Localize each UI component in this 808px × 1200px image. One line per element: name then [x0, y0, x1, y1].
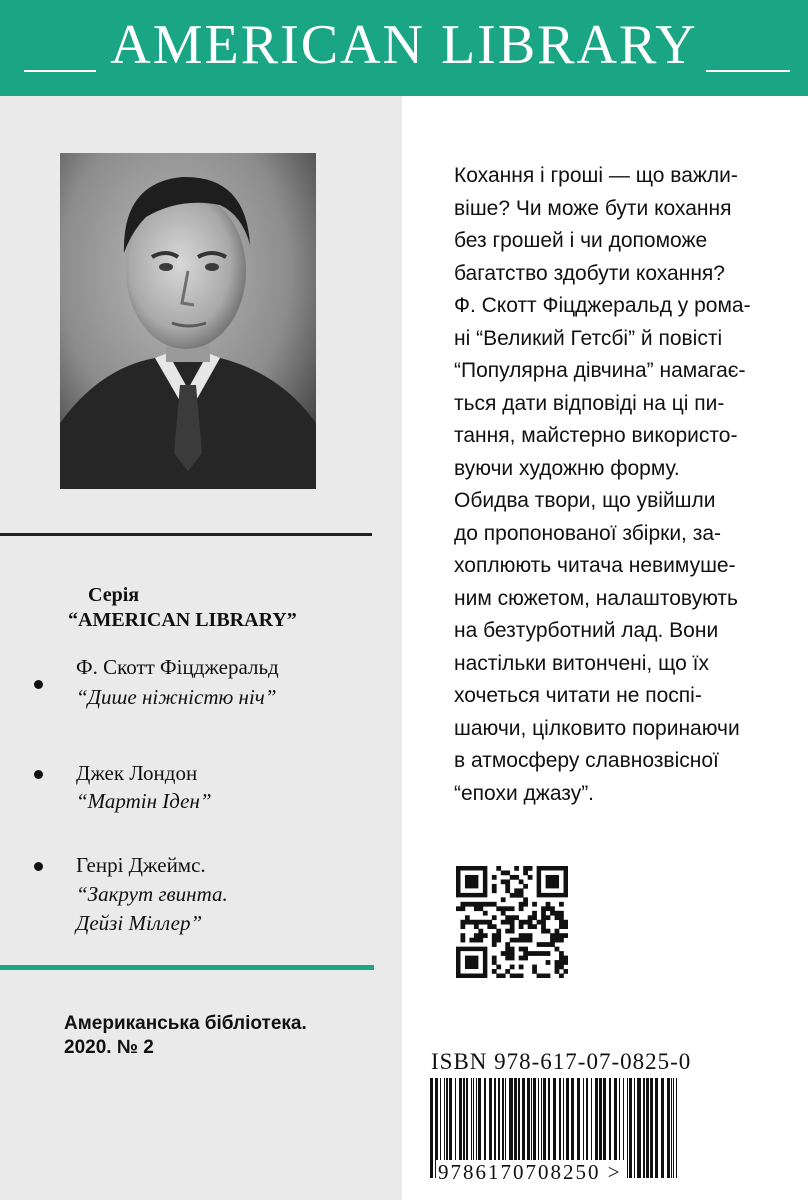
description-line: “Популярна дівчина” намагає- [454, 359, 746, 382]
book-author: Ф. Скотт Фіцджеральд [76, 655, 279, 679]
book-author: Джек Лондон [76, 761, 198, 785]
description-line: ться дати відповіді на ці пи- [454, 391, 725, 415]
series-name: “AMERICAN LIBRARY” [68, 609, 297, 631]
description-line: настільки витончені, що їх [454, 651, 709, 675]
description-line: ним сюжетом, налаштовують [454, 586, 738, 610]
qr-code-icon [456, 866, 568, 978]
section-divider [0, 533, 372, 536]
library-name: Американська бібліотека. [64, 1013, 307, 1034]
description-line: Кохання і гроші — що важли- [454, 164, 738, 187]
description-line: хоплюють читача невимуше- [454, 554, 736, 577]
description-line: вуючи художню форму. [454, 456, 680, 480]
bullet-icon [34, 862, 43, 871]
header-band [0, 0, 808, 96]
description-line: на безтурботний лад. Вони [454, 619, 719, 642]
bullet-icon [34, 770, 43, 779]
book-title-line2: Дейзі Міллер” [76, 911, 203, 935]
description-line: віше? Чи може бути кохання [454, 196, 732, 220]
description-line: до пропонованої збірки, за- [454, 521, 722, 545]
description-line: Обидва твори, що увійшли [454, 489, 716, 512]
description-line: Ф. Скотт Фіцджеральд у рома- [454, 294, 751, 317]
description-line: хочеться читати не поспі- [454, 684, 702, 707]
book-title: “Закрут гвинта. [76, 882, 228, 906]
library-issue: 2020. № 2 [64, 1037, 154, 1058]
green-divider [0, 965, 374, 970]
series-label: Серія [88, 584, 140, 606]
description-line: в атмосферу славнозвісної [454, 749, 719, 772]
description-line: багатство здобути кохання? [454, 261, 725, 285]
book-title: “Дише ніжністю ніч” [76, 685, 277, 709]
bullet-icon [34, 680, 43, 689]
book-author: Генрі Джеймс. [76, 853, 206, 877]
portrait-photo-icon [60, 153, 316, 489]
description-line: “епохи джазу”. [454, 781, 595, 805]
description-line: ні “Великий Гетсбі” й повісті [454, 326, 723, 350]
barcode-digits: 9786170708250 > [438, 1160, 622, 1184]
author-portrait [60, 153, 316, 489]
series-header-title: AMERICAN LIBRARY [110, 14, 698, 76]
book-title: “Мартін Іден” [76, 789, 212, 813]
description-line: тання, майстерно використо- [454, 424, 738, 447]
book-description [454, 160, 794, 810]
isbn-number: ISBN 978-617-07-0825-0 [431, 1049, 692, 1074]
description-line: шаючи, цілковито поринаючи [454, 716, 740, 740]
description-line: без грошей і чи допоможе [454, 229, 708, 252]
